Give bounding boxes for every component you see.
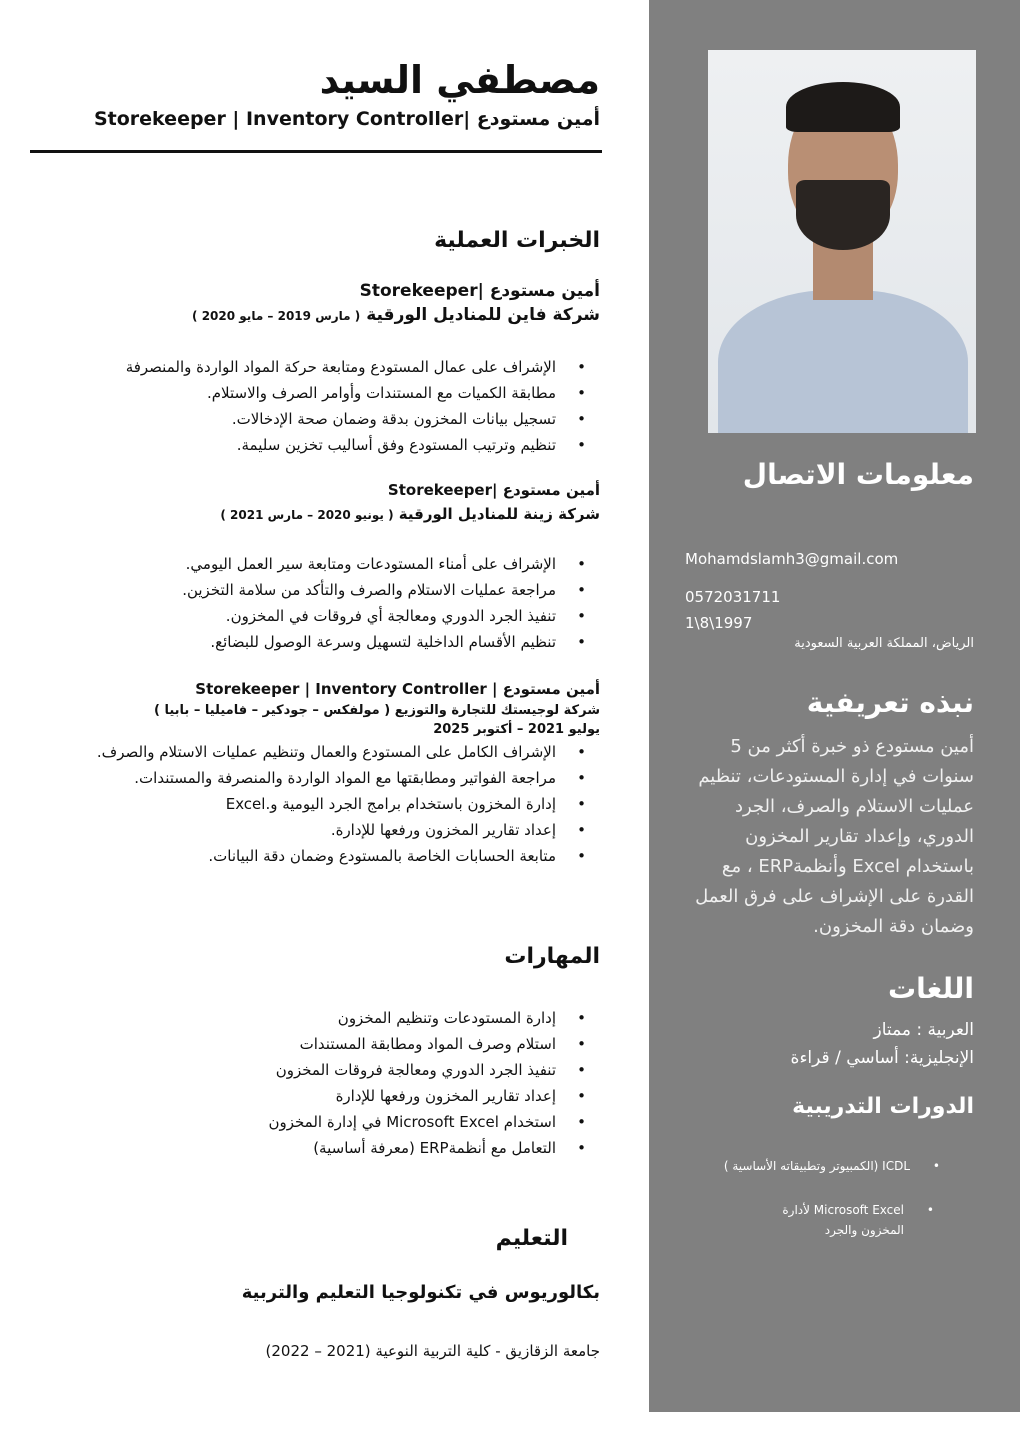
job-company: شركة لوجيستك للتجارة والتوزيع ( مولفكس – جودكير – فاميليا – بابيا )	[154, 703, 600, 718]
job-2	[40, 478, 600, 655]
candidate-role: أمين مستودع |Storekeeper | Inventory Controller	[93, 108, 600, 130]
job-1	[40, 279, 600, 458]
list-item: • مطابقة الكميات مع المستندات وأوامر الصرف والاستلام.	[40, 380, 600, 406]
languages-title: اللغات	[888, 972, 974, 1005]
list-item: • تنظيم وترتيب المستودع وفق أساليب تخزين سليمة.	[40, 432, 600, 458]
education-school: جامعة الزقازيق - كلية التربية النوعية (2021 – 2022)	[265, 1342, 600, 1360]
list-item: • إدارة المستودعات وتنظيم المخزون	[40, 1005, 600, 1031]
job-bullets	[40, 354, 600, 458]
summary-title: نبذه تعريفية	[806, 686, 974, 719]
list-item: • إدارة المخزون باستخدام برامج الجرد اليومية و.Excel	[20, 791, 600, 817]
list-item: • متابعة الحسابات الخاصة بالمستودع وضمان دقة البيانات.	[20, 843, 600, 869]
birth-date: 1\8\1997	[685, 614, 753, 632]
divider	[30, 150, 602, 153]
phone[interactable]: 0572031711	[685, 588, 781, 606]
language-item: الإنجليزية: أساسي / قراءة	[790, 1048, 974, 1068]
list-item: • الإشراف على أمناء المستودعات ومتابعة سير العمل اليومي.	[40, 551, 600, 577]
list-item: • تنظيم الأقسام الداخلية لتسهيل وسرعة الوصول للبضائع.	[40, 629, 600, 655]
skills-section	[40, 944, 600, 1161]
list-item: • إعداد تقارير المخزون ورفعها للإدارة.	[20, 817, 600, 843]
education-title	[496, 1226, 568, 1251]
list-item: • الإشراف الكامل على المستودع والعمال وتنظيم عمليات الاستلام والصرف.	[20, 739, 600, 765]
job-title: أمين مستودع |Storekeeper	[387, 481, 600, 499]
job-title: أمين مستودع |Storekeeper	[359, 281, 600, 301]
courses-title: الدورات التدريبية	[792, 1094, 974, 1119]
education-heading: التعليم	[495, 1226, 568, 1251]
experience-title: الخبرات العملية	[434, 228, 600, 253]
list-item: • مراجعة الفواتير ومطابقتها مع المواد الواردة والمنصرفة والمستندات.	[20, 765, 600, 791]
list-item: • استلام وصرف المواد ومطابقة المستندات	[40, 1031, 600, 1057]
language-item: العربية : ممتاز	[873, 1020, 974, 1040]
job-dates: ( يونيو 2020 – مارس 2021 )	[220, 508, 394, 522]
job-title: أمين مستودع | Storekeeper | Inventory Controller	[195, 680, 600, 698]
contact-title: معلومات الاتصال	[742, 458, 974, 491]
experience-section	[40, 228, 600, 869]
list-item: • إعداد تقارير المخزون ورفعها للإدارة	[40, 1083, 600, 1109]
profile-photo	[708, 50, 976, 433]
job-dates: يوليو 2021 – أكتوبر 2025	[433, 722, 600, 737]
job-company: شركة زينة للمناديل الورقية	[398, 505, 600, 523]
job-company: شركة فاين للمناديل الورقية	[366, 305, 600, 325]
skills-title: المهارات	[504, 944, 600, 969]
summary-text: أمين مستودع ذو خبرة أكثر من 5 سنوات في إدارة المستودعات، تنظيم عمليات الاستلام والصرف، الجرد الدوري، وإعداد تقارير المخزون باستخدام Excel وأنظمةERP ، مع القدرة على الإشراف على فرق العمل وضمان دقة المخزون.	[695, 736, 974, 937]
skills-list	[40, 1005, 600, 1161]
candidate-name: مصطفي السيد	[319, 58, 600, 102]
list-item: • استخدام Microsoft Excel في إدارة المخزون	[40, 1109, 600, 1135]
contact-info	[685, 546, 898, 636]
job-3	[40, 677, 600, 869]
languages-list	[791, 1016, 974, 1072]
list-item: • مراجعة عمليات الاستلام والصرف والتأكد من سلامة التخزين.	[40, 577, 600, 603]
list-item: • Microsoft Excel لأدارة المخزون والجرد	[738, 1200, 948, 1240]
list-item: • تسجيل بيانات المخزون بدقة وضمان صحة الإدخالات.	[40, 406, 600, 432]
list-item: • التعامل مع أنظمةERP (معرفة أساسية)	[40, 1135, 600, 1161]
education-degree: بكالوريوس في تكنولوجيا التعليم والتربية	[241, 1282, 600, 1303]
list-item: • تنفيذ الجرد الدوري ومعالجة فروقات المخزون	[40, 1057, 600, 1083]
email[interactable]: Mohamdslamh3@gmail.com	[685, 550, 899, 568]
job-bullets	[20, 739, 600, 869]
list-item: • تنفيذ الجرد الدوري ومعالجة أي فروقات في المخزون.	[40, 603, 600, 629]
job-dates: ( مارس 2019 – مايو 2020 )	[192, 309, 361, 323]
list-item: • ICDL (الكمبيوتر وتطبيقاته الأساسية )	[694, 1156, 954, 1176]
location: الرياض، المملكة العربية السعودية	[794, 636, 974, 651]
job-bullets	[40, 551, 600, 655]
courses-list	[694, 1156, 954, 1240]
list-item: • الإشراف على عمال المستودع ومتابعة حركة المواد الواردة والمنصرفة	[40, 354, 600, 380]
